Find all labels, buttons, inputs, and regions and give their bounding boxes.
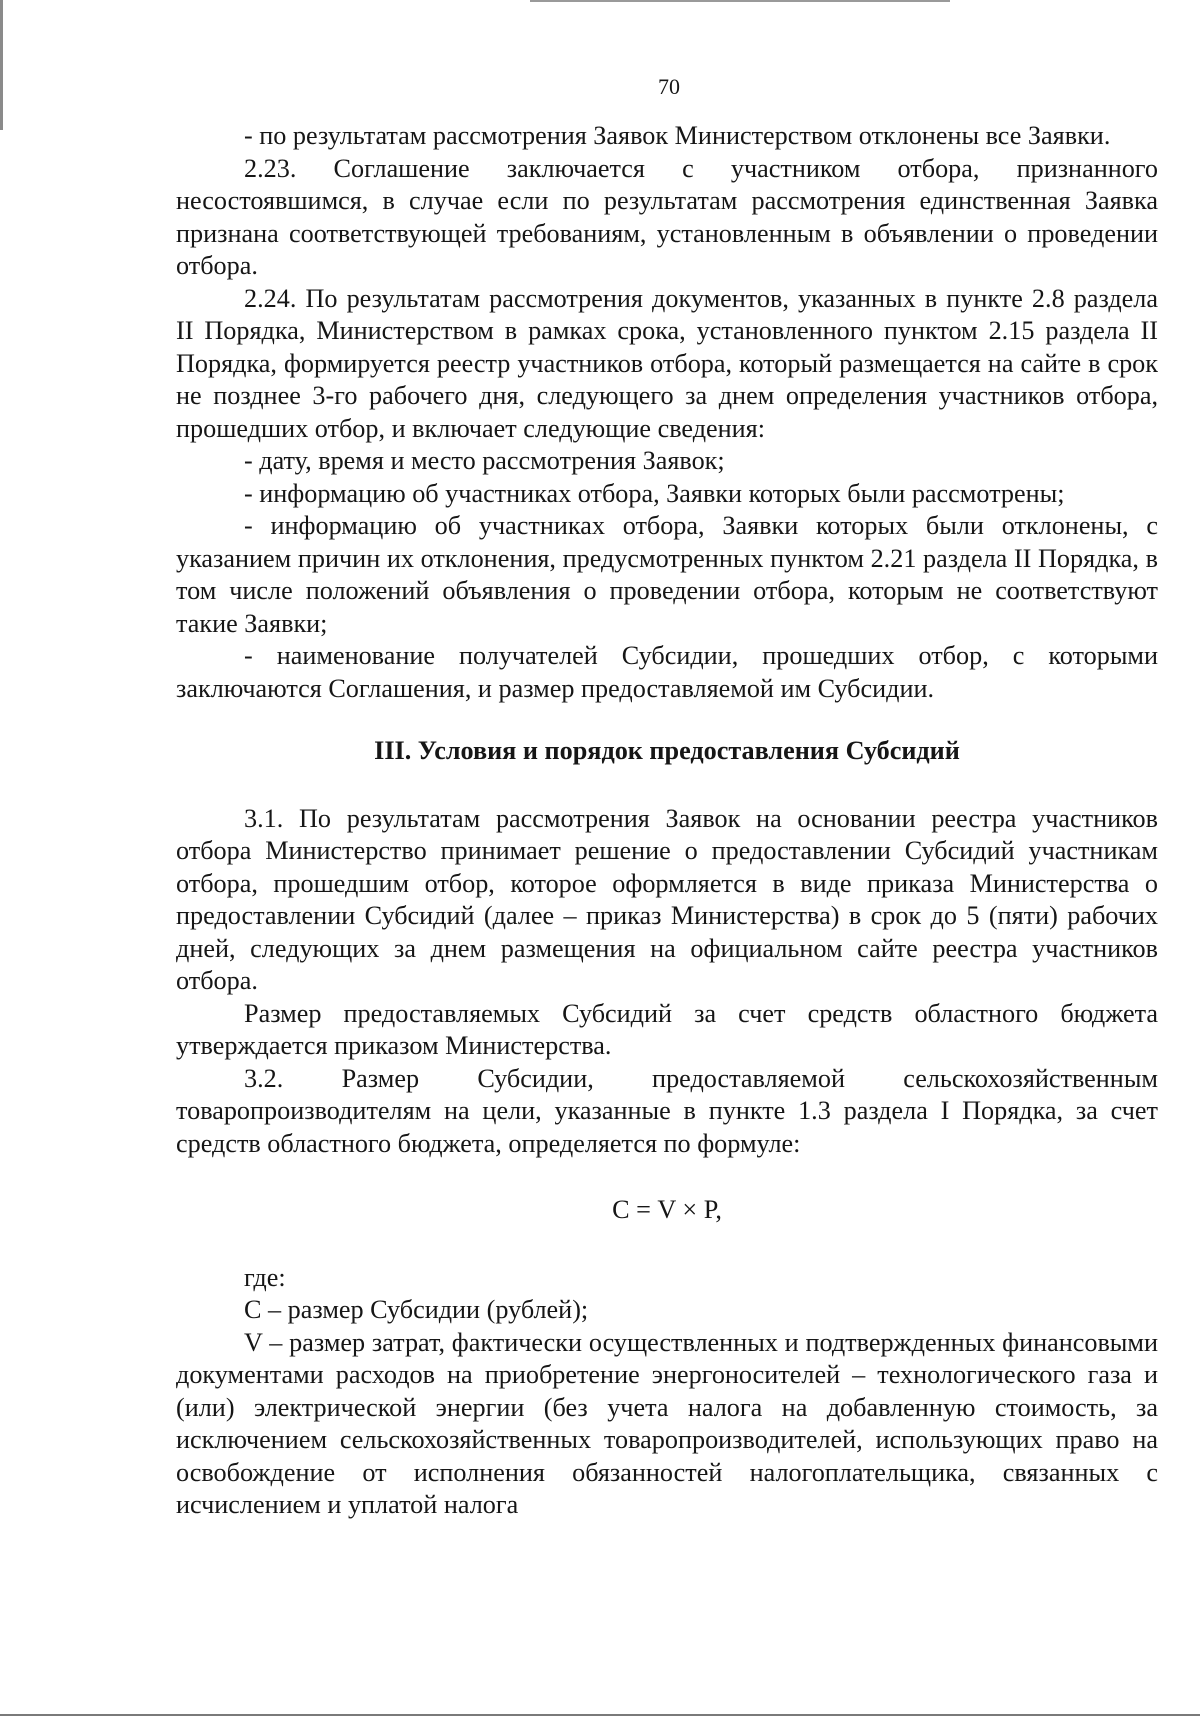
paragraph-3-2: 3.2. Размер Субсидии, предоставляемой сельскохозяйственным товаропроизводителям на цели, указанные в пункте 1.3 раздела I Порядка, за счет средств областного бюджета, определяется по формуле: — [176, 1063, 1158, 1158]
section-heading: III. Условия и порядок предоставления Субсидий — [374, 736, 960, 765]
list-item: - наименование получателей Субсидии, прошедших отбор, с которыми заключаются Соглашения, и размер предоставляемой им Субсидии. — [176, 641, 1158, 703]
formula-where-label: где: — [244, 1262, 286, 1292]
paragraph: Размер предоставляемых Субсидий за счет средств областного бюджета утверждается приказом Министерства. — [176, 998, 1158, 1060]
formula-variable-v: V – размер затрат, фактически осуществленных и подтвержденных финансовыми документами расходов на приобретение энергоносителей – технологического газа и (или) электрической энергии (без учета налога на добавленную стоимость, за исключением сельскохозяйственных товаропроизводителей, использующих право на освобождение от исполнения обязанностей налогоплательщика, связанных с исчислением и уплатой налога — [176, 1327, 1158, 1519]
paragraph-2-23: 2.23. Соглашение заключается с участником отбора, признанного несостоявшимся, в случае если по результатам рассмотрения единственная Заявка признана соответствующей требованиям, установленным в объявлении о проведении отбора. — [176, 153, 1158, 280]
paragraph-3-1: 3.1. По результатам рассмотрения Заявок на основании реестра участников отбора Министерство принимает решение о предоставлении Субсидий участникам отбора, прошедшим отбор, которое оформляется в виде приказа Министерства о предоставлении Субсидий (далее – приказ Министерства) в срок до 5 (пяти) рабочих дней, следующих за днем размещения на официальном сайте реестра участников отбора. — [176, 803, 1158, 995]
list-item: - информацию об участниках отбора, Заявки которых были отклонены, с указанием причин их отклонения, предусмотренных пунктом 2.21 раздела II Порядка, в том числе положений объявления о проведении отбора, которым не соответствуют такие Заявки; — [176, 511, 1158, 638]
formula-variable-c: С – размер Субсидии (рублей); — [244, 1295, 589, 1324]
scan-artifact-top — [530, 0, 950, 2]
page-number: 70 — [658, 74, 680, 99]
scan-artifact-bottom — [0, 1714, 1200, 1716]
list-item: - дату, время и место рассмотрения Заявок; — [244, 446, 725, 475]
scan-artifact-left — [0, 0, 3, 130]
paragraph-2-24: 2.24. По результатам рассмотрения документов, указанных в пункте 2.8 раздела II Порядка, Министерством в рамках срока, установленного пунктом 2.15 раздела II Порядка, формируется реестр участников отбора, который размещается на сайте в срок не позднее 3-го рабочего дня, следующего за днем определения участников отбора, прошедших отбор, и включает следующие сведения: — [176, 283, 1158, 443]
paragraph: - по результатам рассмотрения Заявок Министерством отклонены все Заявки. — [244, 121, 1111, 150]
list-item: - информацию об участниках отбора, Заявки которых были рассмотрены; — [244, 478, 1065, 508]
formula: С = V × P, — [612, 1195, 722, 1224]
document-body — [176, 120, 1158, 1522]
